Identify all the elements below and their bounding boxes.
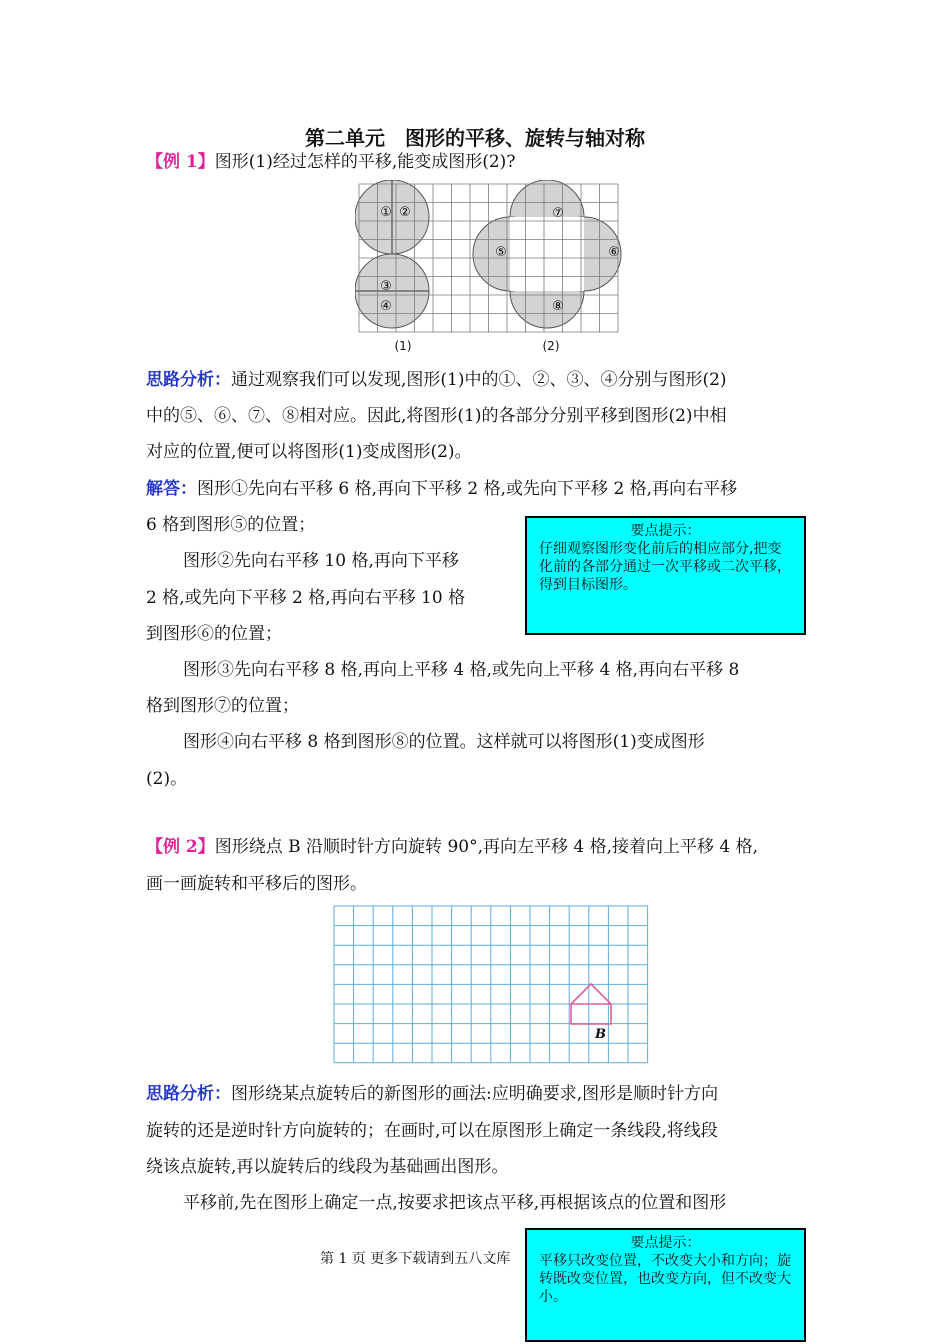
ex1-tip-title: 要点提示： — [630, 523, 701, 539]
label-7: ⑦ — [552, 206, 564, 221]
ex1-answer-line-7: 格到图形⑦的位置； — [146, 696, 299, 716]
ex1-answer-line-2: 6 格到图形⑤的位置； — [146, 515, 316, 535]
ex2-analysis-label: 思路分析： — [146, 1084, 231, 1104]
ex1-answer-line-4: 2 格,或先向下平移 2 格,再向右平移 10 格 — [146, 588, 466, 608]
page-footer: 第 1 页 更多下载请到五八文库 — [320, 1251, 511, 1267]
ex2-analysis-text-1: 图形绕某点旋转后的新图形的画法:应明确要求,图形是顺时针方向 — [231, 1084, 719, 1104]
label-3: ③ — [380, 279, 392, 294]
page-title: 第二单元 图形的平移、旋转与轴对称 — [305, 126, 645, 150]
ex1-answer-line-9: (2)。 — [146, 769, 188, 789]
ex1-tip-box — [525, 516, 806, 635]
ex1-answer-line-8: 图形④向右平移 8 格到图形⑧的位置。这样就可以将图形(1)变成图形 — [183, 732, 705, 752]
ex1-analysis-line-2: 中的⑤、⑥、⑦、⑧相对应。因此,将图形(1)的各部分分别平移到图形(2)中相 — [146, 406, 727, 426]
example1-tag: 【例 1】 — [146, 152, 215, 172]
ex2-analysis-line-2: 旋转的还是逆时针方向旋转的；在画时,可以在原图形上确定一条线段,将线段 — [146, 1121, 718, 1141]
ex2-tip-title: 要点提示： — [630, 1235, 701, 1251]
ex1-analysis-label: 思路分析： — [146, 370, 231, 390]
example2-grid-figure — [333, 905, 653, 1065]
ex1-analysis-line-3: 对应的位置,便可以将图形(1)变成图形(2)。 — [146, 442, 472, 462]
caption-1: (1) — [394, 339, 412, 353]
ex1-answer-label: 解答： — [146, 479, 197, 499]
label-1: ① — [380, 205, 392, 220]
ex2-question-text-1: 图形绕点 B 沿顺时针方向旋转 90°,再向左平移 4 格,接着向上平移 4 格, — [214, 837, 759, 857]
label-2: ② — [399, 205, 411, 220]
ex2-tip-box — [525, 1228, 806, 1342]
label-8: ⑧ — [552, 299, 564, 314]
ex1-answer-line-1 — [146, 477, 737, 501]
ex2-question-line-1 — [146, 835, 758, 859]
ex1-analysis-text-1: 通过观察我们可以发现,图形(1)中的①、②、③、④分别与图形(2) — [231, 370, 727, 390]
example1-figure — [355, 180, 630, 355]
example2-tag: 【例 2】 — [146, 837, 215, 857]
ex1-answer-line-5: 到图形⑥的位置； — [146, 624, 282, 644]
ex2-analysis-line-1 — [146, 1082, 718, 1106]
ex1-answer-line-3: 图形②先向右平移 10 格,再向下平移 — [183, 551, 459, 571]
caption-2: (2) — [542, 339, 560, 353]
ex1-tip-body: 仔细观察图形变化前后的相应部分,把变化前的各部分通过一次平移或二次平移，得到目标图形。 — [539, 541, 791, 593]
label-4: ④ — [380, 299, 392, 314]
ex1-analysis-line-1 — [146, 368, 727, 392]
ex2-tip-body: 平移只改变位置，不改变大小和方向；旋转既改变位置，也改变方向，但不改变大小。 — [539, 1253, 791, 1305]
example1-question-text: 图形(1)经过怎样的平移,能变成图形(2)? — [214, 152, 516, 172]
point-b-label: B — [595, 1027, 606, 1042]
house-shape — [571, 984, 611, 1024]
ex1-answer-text-1: 图形①先向右平移 6 格,再向下平移 2 格,或先向下平移 2 格,再向右平移 — [197, 479, 738, 499]
example1-question — [146, 150, 515, 174]
ex2-analysis-line-4: 平移前,先在图形上确定一点,按要求把该点平移,再根据该点的位置和图形 — [183, 1193, 727, 1213]
label-5: ⑤ — [495, 245, 507, 260]
ex2-question-line-2: 画一画旋转和平移后的图形。 — [146, 874, 367, 894]
ex2-analysis-line-3: 绕该点旋转,再以旋转后的线段为基础画出图形。 — [146, 1157, 509, 1177]
label-6: ⑥ — [608, 245, 620, 260]
ex1-answer-line-6: 图形③先向右平移 8 格,再向上平移 4 格,或先向上平移 4 格,再向右平移 8 — [183, 660, 740, 680]
